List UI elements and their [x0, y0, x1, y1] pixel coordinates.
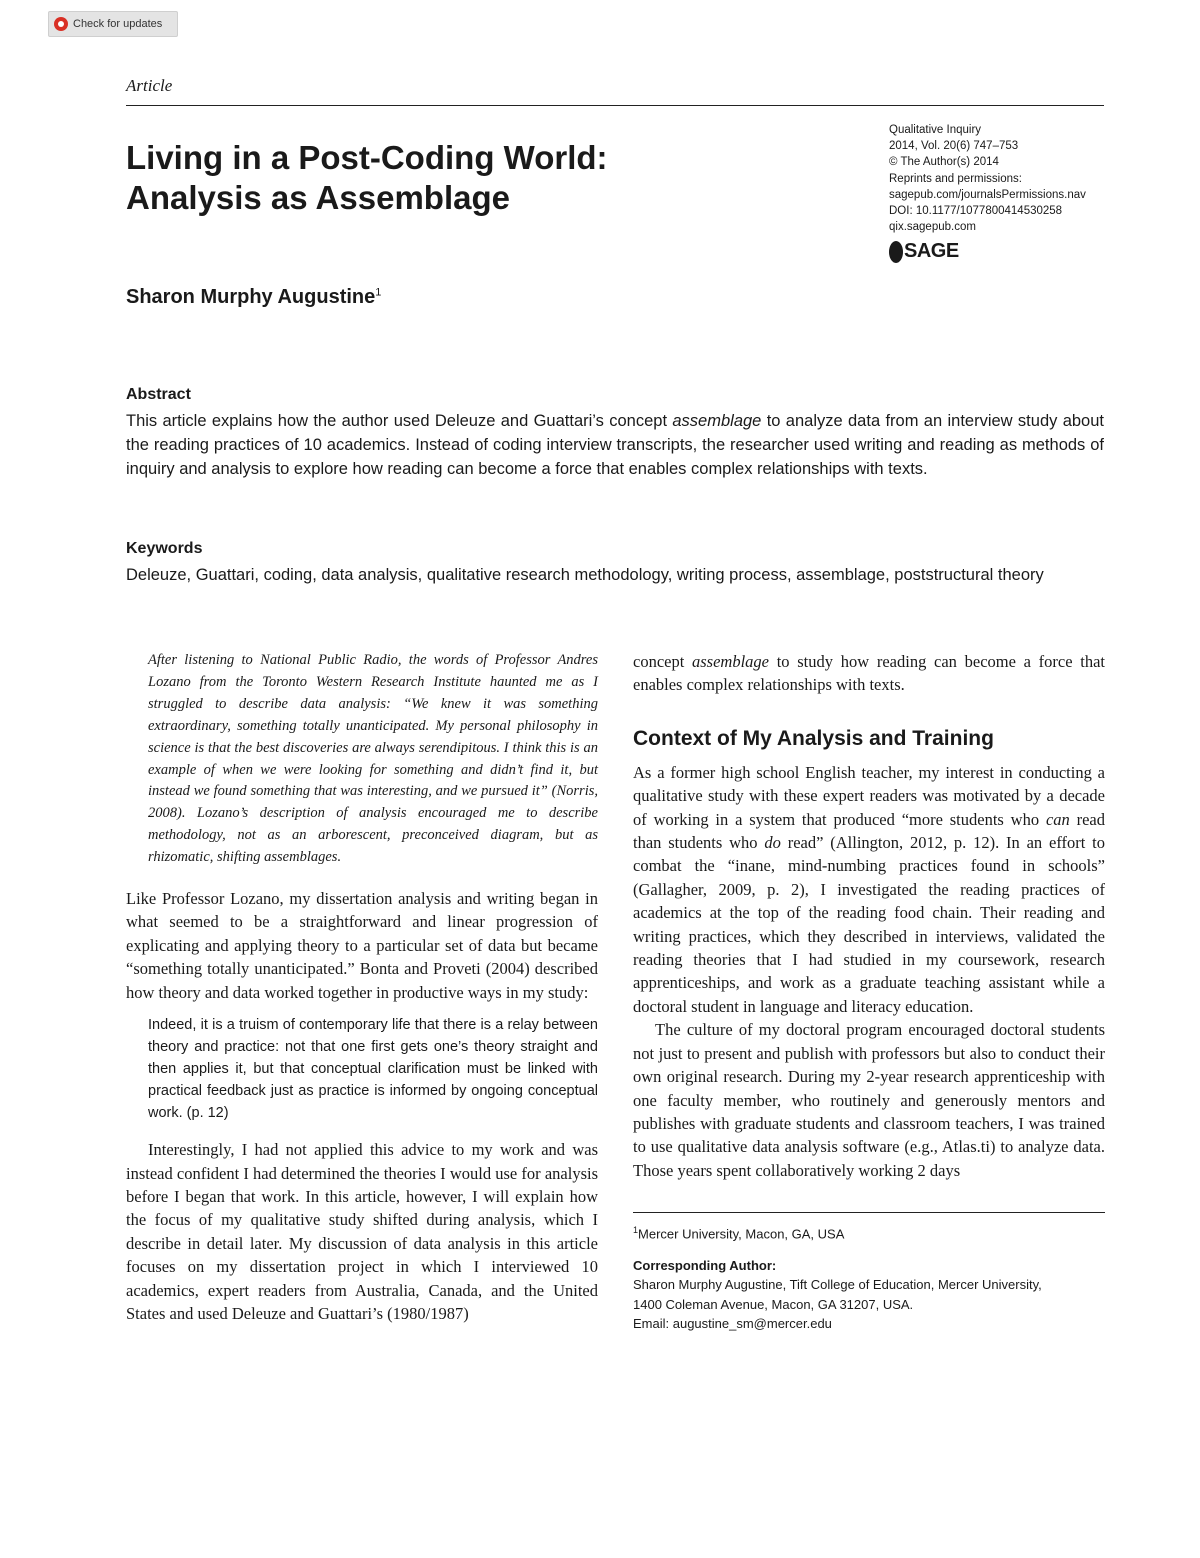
body-paragraph: Like Professor Lozano, my dissertation analysis and writing began in what seemed to be a straightforward and linear progression of explicating and applying theory to a particular set of data but became “something totally unanticipated.” Bonta and Proveti (2004) described how theory and data worked together in productive ways in my study:: [126, 889, 598, 1002]
journal-site-link[interactable]: qix.sagepub.com: [889, 221, 976, 234]
body-paragraph-continued: [633, 650, 1105, 697]
author-name-text: Sharon Murphy Augustine: [126, 286, 376, 308]
abstract-text-part: This article explains how the author used Deleuze and Guattari’s concept: [126, 412, 673, 430]
journal-name: Qualitative Inquiry: [889, 124, 982, 136]
reprints-label: Reprints and permissions:: [889, 172, 1022, 185]
corresponding-author-line: Sharon Murphy Augustine, Tift College of Education, Mercer University,: [633, 1277, 1042, 1293]
author-name: [126, 286, 381, 309]
corresponding-author-line: 1400 Coleman Avenue, Macon, GA 31207, USA.: [633, 1296, 914, 1312]
abstract-text: [126, 409, 1104, 481]
abstract-text-part: to analyze data from an interview study about the reading practices of 10 academics. Instead of coding interview transcripts, the researcher used writing and reading as methods of inquiry and analysis to explore how reading can become a force that enables complex relationships with texts.: [126, 412, 1104, 478]
check-for-updates-button[interactable]: [48, 11, 178, 37]
keywords-text: Deleuze, Guattari, coding, data analysis, qualitative research methodology, writing process, assemblage, poststructural theory: [126, 566, 1044, 584]
footnote: [633, 1221, 1105, 1334]
title-line-1: Living in a Post-Coding World:: [126, 139, 608, 176]
emphasis-term: do: [764, 833, 781, 853]
footnote-rule: [633, 1212, 1105, 1213]
body-paragraph: [633, 761, 1105, 1018]
article-title: [126, 138, 746, 218]
text-part: to study how reading can become a force that enables complex relationships with texts.: [633, 652, 1105, 695]
text-part: read” (Allington, 2012, p. 12). In an effort to combat the “inane, mind-numbing practices found in schools” (Gallagher, 2009, p. 2), I investigated the reading practices of academics at the top of the reading food chain. Their reading and writing practices, which they described in interviews, validated the reading theories that I had studied in my coursework, research apprenticeships, and work as a graduate teaching assistant while a doctoral student in language and literacy education.: [633, 833, 1105, 1016]
abstract-heading: Abstract: [126, 386, 191, 403]
text-part: read than students who: [633, 809, 1105, 853]
copyright: © The Author(s) 2014: [889, 156, 999, 169]
article-type-label: Article: [126, 76, 173, 95]
title-line-2: Analysis as Assemblage: [126, 179, 510, 216]
epigraph: After listening to National Public Radio, the words of Professor Andres Lozano from the Toronto Western Research Institute haunted me as I struggled to describe data analysis: “We knew it was something extraordinary, something totally unanticipated. My personal philosophy in science is that the best discoveries are always serendipitous. I think this is an example of when we were looking for something and didn’t find it, but instead we found something that was interesting, and we pursued it” (Norris, 2008). Lozano’s description of analysis encouraged me to describe methodology, not as an arborescent, preconceived diagram, but as rhizomatic, shifting assemblages.: [148, 652, 598, 866]
body-paragraph: The culture of my doctoral program encouraged doctoral students not just to present and publish with professors but also to conduct their own original research. During my 2-year research apprenticeship with one faculty member, who routinely and generously mentors and publishes with graduate students and classroom teachers, I was trained to use qualitative data analysis software (e.g., Atlas.ti) to analyze data. Those years spent collaboratively working 2 days: [633, 1020, 1105, 1180]
reprints-link[interactable]: sagepub.com/journalsPermissions.nav: [889, 188, 1086, 201]
footnote-mark: 1: [633, 1225, 639, 1236]
emphasis-term: can: [1045, 809, 1070, 829]
journal-volume: 2014, Vol. 20(6) 747–753: [889, 140, 1019, 153]
update-icon: [54, 17, 68, 31]
header-rule: [126, 105, 1104, 106]
text-part: concept: [633, 652, 693, 671]
corresponding-email[interactable]: Email: augustine_sm@mercer.edu: [633, 1316, 832, 1332]
right-column: [633, 650, 1105, 1334]
body-paragraph: Interestingly, I had not applied this advice to my work and was instead confident I had determined the theories I would use for analysis before I began that work. In this article, however, I will explain how the focus of my qualitative study shifted during analysis, which I describe in detail later. My discussion of data analysis in this article focuses on my dissertation project in which I interviewed 10 academics, expert readers from Australia, Canada, and the United States and used Deleuze and Guattari’s (1980/1987): [126, 1140, 598, 1323]
keywords-heading: Keywords: [126, 540, 203, 557]
check-for-updates-label: Check for updates: [73, 18, 163, 30]
sage-logo-text: SAGE: [904, 240, 959, 262]
block-quote: Indeed, it is a truism of contemporary life that there is a relay between theory and practice: not that one first gets one’s theory straight and then applies it, but that conceptual clarification must be linked with practical feedback just as practice is informed by ongoing conceptual work. (p. 12): [148, 1017, 598, 1122]
doi[interactable]: DOI: 10.1177/1077800414530258: [889, 205, 1063, 218]
footnote-affiliation-text: Mercer University, Macon, GA, USA: [638, 1226, 845, 1242]
abstract-term: assemblage: [672, 412, 762, 430]
footnote-affiliation: [633, 1221, 1105, 1244]
sage-logo-mark-icon: [889, 241, 903, 263]
left-column: [126, 650, 598, 1325]
corresponding-author-heading: Corresponding Author:: [633, 1257, 777, 1273]
text-part: As a former high school English teacher, my interest in conducting a qualitative study with these expert readers was motivated by a decade of working in a system that produced “more students who: [633, 762, 1105, 829]
sage-logo: [889, 240, 959, 263]
author-affil-mark: 1: [375, 286, 382, 299]
emphasis-term: assemblage: [692, 652, 770, 671]
section-heading: Context of My Analysis and Training: [633, 726, 994, 750]
journal-info: [889, 122, 1119, 235]
